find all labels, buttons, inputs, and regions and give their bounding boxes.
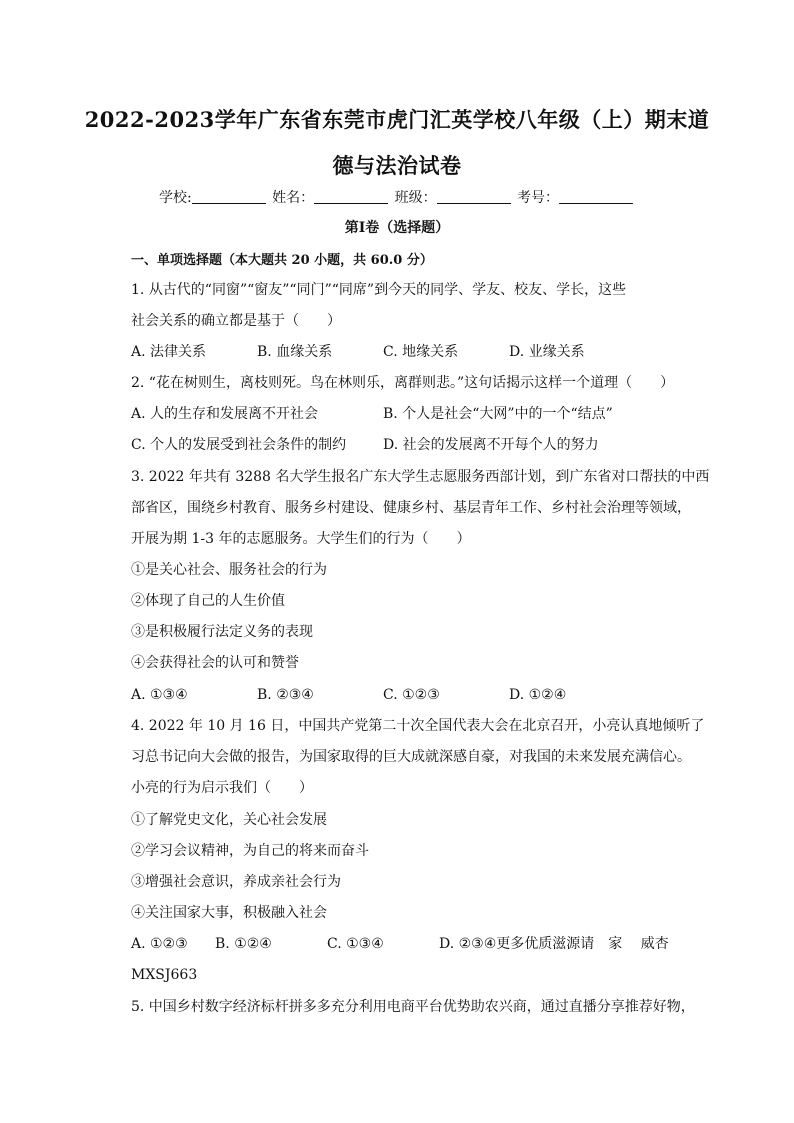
question-3-line-3: 开展为期 1-3 年的志愿服务。大学生们的行为（ ） [131,531,471,547]
question-3-option-c[interactable]: C. ①②③ [383,687,440,703]
exam-title-line-1: 2022-2023学年广东省东莞市虎门汇英学校八年级（上）期末道 [84,107,710,132]
school-blank[interactable] [192,189,266,204]
section-heading: 一、单项选择题（本大题共 20 小题，共 60.0 分） [131,253,433,268]
question-4-option-b[interactable]: B. ①②④ [215,936,272,952]
class-label: 班级： [394,190,437,206]
student-info-row [0,187,794,207]
question-4-trailing-text: MXSJ663 [131,967,198,983]
question-1-option-c[interactable]: C. 地缘关系 [383,344,459,360]
question-3-option-b[interactable]: B. ②③④ [257,687,314,703]
question-4-statement-2: ②学习会议精神，为自己的将来而奋斗 [131,843,369,859]
question-4-line-2: 习总书记向大会做的报告，为国家取得的巨大成就深感自豪，对我国的未来发展充满信心。 [131,749,691,765]
class-blank[interactable] [437,189,511,204]
question-2-option-d[interactable]: D. 社会的发展离不开每个人的努力 [383,437,599,453]
question-3-line-1: 3. 2022 年共有 3288 名大学生报名广东大学生志愿服务西部计划，到广东省对口帮扶的中西 [131,469,710,485]
question-1-option-d[interactable]: D. 业缘关系 [509,344,585,360]
question-4-option-c[interactable]: C. ①③④ [327,936,384,952]
question-2-line-1: 2. “花在树则生，离枝则死。鸟在林则乐，离群则悲。”这句话揭示这样一个道理（ ） [131,375,675,391]
question-2-option-c[interactable]: C. 个人的发展受到社会条件的制约 [131,437,347,453]
question-3-line-2: 部省区，围绕乡村教育、服务乡村建设、健康乡村、基层青年工作、乡村社会治理等领域， [131,500,691,516]
question-4-statement-4: ④关注国家大事，积极融入社会 [131,905,327,921]
question-4-option-a[interactable]: A. ①②③ [131,936,188,952]
question-2-option-a[interactable]: A. 人的生存和发展离不开社会 [131,406,319,422]
question-1-line-1: 1. 从古代的“同窗”“窗友”“同门”“同席”到今天的同学、学友、校友、学长，这些 [131,282,627,298]
question-1-option-b[interactable]: B. 血缘关系 [257,344,333,360]
question-4-line-3: 小亮的行为启示我们（ ） [131,780,313,796]
volume-heading: 第Ⅰ卷（选择题） [344,220,450,236]
question-1-line-2: 社会关系的确立都是基于（ ） [131,313,341,329]
question-5-line-1: 5. 中国乡村数字经济标杆拼多多充分利用电商平台优势助农兴商，通过直播分享推荐好物， [131,999,695,1015]
question-2-option-b[interactable]: B. 个人是社会“大网”中的一个“结点” [383,406,613,422]
exam-number-label: 考号： [517,190,560,206]
question-3-statement-3: ③是积极履行法定义务的表现 [131,624,313,640]
exam-title-line-2: 德与法治试卷 [332,153,462,178]
question-3-statement-4: ④会获得社会的认可和赞誉 [131,655,299,671]
question-4-statement-1: ①了解党史文化，关心社会发展 [131,812,327,828]
question-3-option-d[interactable]: D. ①②④ [509,687,567,703]
question-1-option-a[interactable]: A. 法律关系 [131,344,207,360]
name-label: 姓名： [272,190,315,206]
question-3-statement-1: ①是关心社会、服务社会的行为 [131,562,327,578]
school-label: 学校: [158,190,192,206]
exam-number-blank[interactable] [559,189,633,204]
question-3-option-a[interactable]: A. ①③④ [131,687,188,703]
name-blank[interactable] [314,189,388,204]
question-3-statement-2: ②体现了自己的人生价值 [131,593,285,609]
question-4-statement-3: ③增强社会意识，养成亲社会行为 [131,874,341,890]
question-4-option-d[interactable]: D. ②③④更多优质滋源请 家 威杏 [439,936,669,952]
question-4-line-1: 4. 2022 年 10 月 16 日，中国共产党第二十次全国代表大会在北京召开，小亮认真地倾听了 [131,718,705,734]
